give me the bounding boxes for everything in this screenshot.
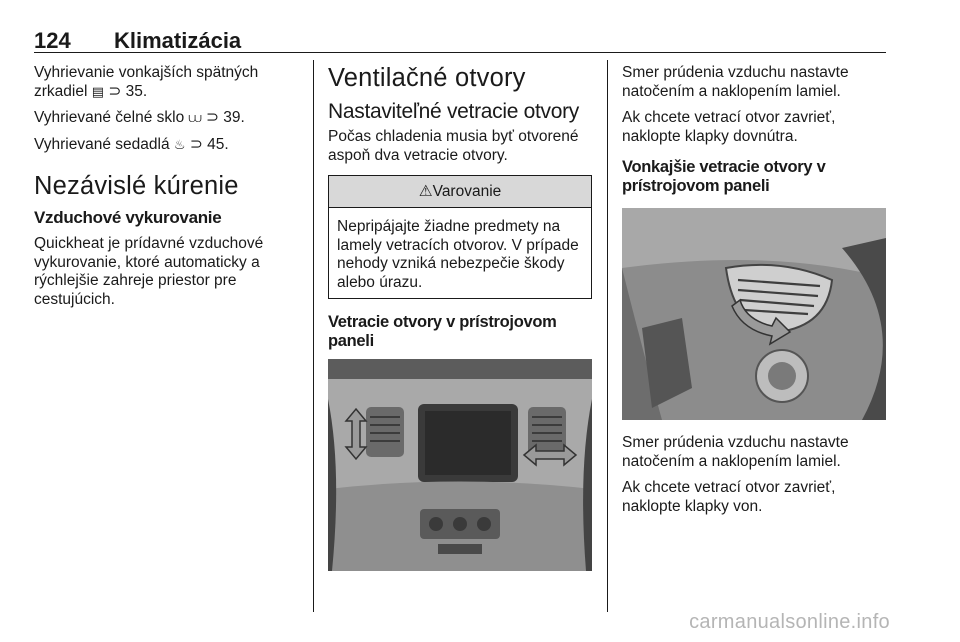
section-heading: Ventilačné otvory <box>328 64 526 92</box>
paragraph: Vyhrievané čelné sklo ⩊ ⊃ 39. <box>34 109 245 126</box>
paragraph: Quickheat je prídavné vzduchové vykurovanie, ktoré automaticky a rýchlejšie zahreje priestor pre cestujúcich. <box>34 235 264 308</box>
windscreen-heat-icon: ⩊ <box>188 110 202 125</box>
warning-triangle-icon: ⚠ <box>418 183 433 200</box>
mirror-heat-icon: ▤ <box>91 83 105 99</box>
paragraph: Vyhrievanie vonkajších spätných zrkadiel ▤ ⊃ 35. <box>34 64 259 100</box>
column-divider <box>313 60 314 612</box>
subsection-heading: Vetracie otvory v prístrojovom paneli <box>328 313 557 350</box>
warning-text: Nepripájajte žiadne predmety na lamely vetracích otvorov. V prípade nehody vzniká nebezpečie škody alebo úrazu. <box>337 218 579 291</box>
watermark: carmanualsonline.info <box>689 611 890 633</box>
seat-heat-icon: ♨ <box>173 136 186 152</box>
outer-vent-photo <box>622 208 886 420</box>
subsection-heading: Vonkajšie vetracie otvory v prístrojovom paneli <box>622 158 826 195</box>
paragraph: Ak chcete vetrací otvor zavrieť, naklopte klapky von. <box>622 479 836 515</box>
paragraph: Smer prúdenia vzduchu nastavte natočením a naklopením lamiel. <box>622 64 849 100</box>
warning-box <box>328 175 592 299</box>
column-divider <box>607 60 608 612</box>
section-title: Klimatizácia <box>114 28 242 53</box>
column-right <box>622 64 886 524</box>
ref-arrow-icon: ⊃ <box>189 135 203 153</box>
column-middle <box>328 64 592 571</box>
page-header <box>34 26 886 53</box>
subsection-heading: Vzduchové vykurovanie <box>34 208 222 227</box>
paragraph: Počas chladenia musia byť otvorené aspoň dva vetracie otvory. <box>328 128 579 164</box>
paragraph: Vyhrievané sedadlá ♨ ⊃ 45. <box>34 135 229 153</box>
dashboard-vents-photo <box>328 359 592 571</box>
paragraph: Smer prúdenia vzduchu nastavte natočením a naklopením lamiel. <box>622 434 849 470</box>
subsection-heading: Nastaviteľné vetracie otvory <box>328 100 580 123</box>
column-left <box>34 64 302 317</box>
page-number: 124 <box>34 28 71 53</box>
warning-body <box>329 208 591 298</box>
warning-header: ⚠Varovanie <box>329 176 591 208</box>
ref-arrow-icon: ⊃ <box>108 82 122 100</box>
paragraph: Ak chcete vetrací otvor zavrieť, naklopte klapky dovnútra. <box>622 109 836 145</box>
section-heading: Nezávislé kúrenie <box>34 172 239 200</box>
ref-arrow-icon: ⊃ <box>205 109 219 126</box>
